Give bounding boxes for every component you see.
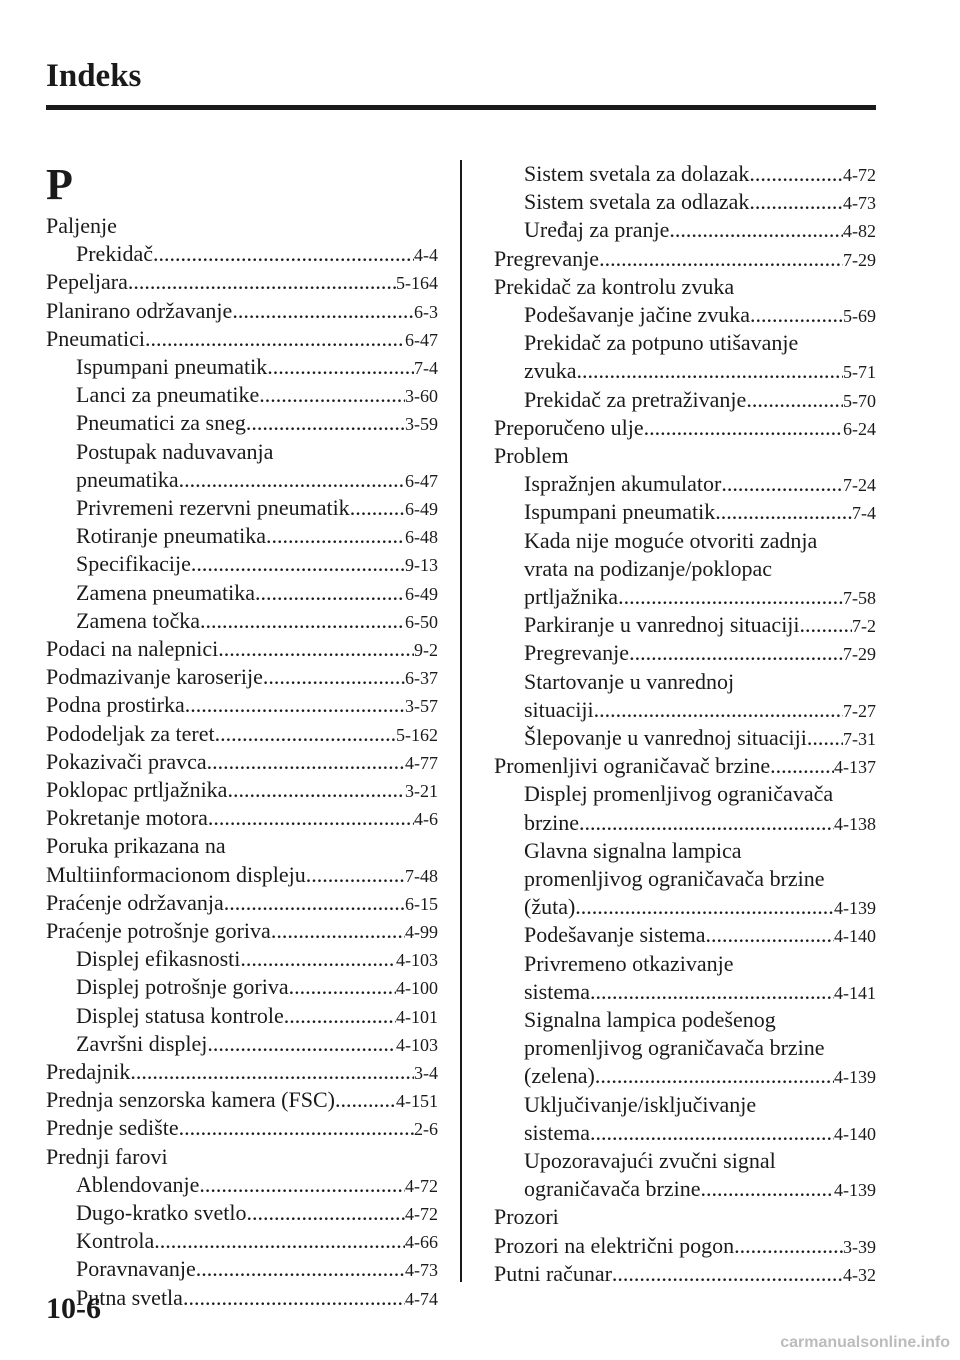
index-entry <box>524 1062 876 1091</box>
index-entry-page: 6-49 <box>405 499 438 519</box>
index-entry-label: Displej promenljivog ograničavača <box>524 781 834 807</box>
leader-dots <box>128 268 396 296</box>
index-entry <box>76 579 438 608</box>
index-entry <box>524 527 876 555</box>
index-entry <box>524 724 876 753</box>
leader-dots <box>715 498 852 526</box>
index-entry-label: Ispražnjen akumulator <box>524 471 722 497</box>
index-entry-page: 5-162 <box>396 724 438 745</box>
leader-dots <box>618 583 843 611</box>
leader-dots <box>590 1119 834 1147</box>
index-entry-label: sistema <box>524 1119 590 1145</box>
index-entry-page: 9-13 <box>405 555 438 576</box>
index-entry-page: 4-141 <box>834 982 876 1003</box>
index-entry-label: Parkiranje u vanrednoj situaciji <box>524 612 800 638</box>
index-entry <box>524 639 876 668</box>
index-entry <box>46 297 438 326</box>
index-entry-page: 4-73 <box>843 193 876 214</box>
index-entry <box>524 1034 876 1062</box>
leader-dots <box>153 240 414 268</box>
leader-dots <box>232 297 414 325</box>
index-entry-page: 3-21 <box>405 781 438 801</box>
index-entry <box>494 752 876 781</box>
index-entry <box>494 1203 876 1231</box>
leader-dots <box>746 386 843 414</box>
index-entry-page: 7-58 <box>843 588 876 608</box>
index-entry-label: Pokretanje motora <box>46 805 208 831</box>
leader-dots <box>644 414 843 442</box>
index-entry-page: 4-32 <box>843 1264 876 1285</box>
index-entry-page: 7-31 <box>843 729 876 749</box>
index-entry-page: 4-151 <box>396 1091 438 1112</box>
index-entry <box>46 889 438 918</box>
leader-dots <box>289 973 396 1001</box>
leader-dots <box>770 752 834 780</box>
index-entry <box>76 1255 438 1284</box>
leader-dots <box>191 550 405 578</box>
index-entry-label: Displej efikasnosti <box>76 946 241 972</box>
index-entry <box>46 804 438 833</box>
leader-dots <box>130 1058 414 1086</box>
leader-dots <box>224 889 405 917</box>
leader-dots <box>590 978 834 1006</box>
index-entry <box>76 1284 438 1313</box>
index-entry-label: Podešavanje jačine zvuka <box>524 302 751 327</box>
index-entry-label: Podaci na nalepnici <box>46 636 219 661</box>
index-entry-label: Poruka prikazana na <box>46 833 226 859</box>
leader-dots <box>749 160 843 188</box>
index-entry-label: ograničavača brzine <box>524 1176 701 1202</box>
index-entry <box>524 921 876 950</box>
index-entry <box>46 691 438 720</box>
index-entry <box>46 917 438 946</box>
index-entry-page: 4-103 <box>396 950 438 971</box>
index-entry <box>524 1147 876 1175</box>
index-entry-label: Sistem svetala za odlazak <box>524 189 750 215</box>
index-entry-page: 6-47 <box>405 329 438 350</box>
leader-dots <box>183 1284 405 1312</box>
leader-dots <box>595 1062 834 1090</box>
index-entry-label: Rotiranje pneumatika <box>76 523 266 549</box>
index-entry-page: 7-27 <box>843 700 876 721</box>
leader-dots <box>215 720 396 748</box>
index-entry <box>46 832 438 860</box>
index-entry-page: 4-139 <box>834 1067 876 1088</box>
index-entry-label: Prednja senzorska kamera (FSC) <box>46 1087 335 1113</box>
index-entry-page: 6-15 <box>405 893 438 914</box>
index-entry-page: 4-137 <box>834 757 876 778</box>
index-entry <box>76 438 438 466</box>
index-entry-page: 7-4 <box>414 358 438 378</box>
index-entry-label: promenljivog ograničavača brzine <box>524 1035 825 1061</box>
index-entry-page: 4-73 <box>405 1260 438 1281</box>
page-number: 10-6 <box>46 1292 101 1325</box>
index-entry <box>524 1006 876 1034</box>
index-entry-label: Pododeljak za teret <box>46 720 215 746</box>
index-entry-label: Poravnavanje <box>76 1256 196 1282</box>
index-entry-label: Signalna lampica podešenog <box>524 1007 776 1032</box>
index-entry-page: 4-72 <box>843 165 876 185</box>
index-entry <box>524 950 876 978</box>
index-entry-label: Pregrevanje <box>494 245 600 271</box>
index-entry <box>524 893 876 922</box>
index-entry-page: 3-59 <box>405 414 438 435</box>
index-entry-page: 4-74 <box>405 1288 438 1309</box>
index-entry <box>46 861 438 890</box>
leader-dots <box>179 1114 414 1142</box>
index-entry-label: Ispumpani pneumatik <box>76 354 268 379</box>
leader-dots <box>705 921 834 949</box>
index-entry <box>76 1002 438 1031</box>
index-entry-label: Displej potrošnje goriva <box>76 974 289 1000</box>
index-entry-label: Paljenje <box>46 213 117 238</box>
index-entry <box>524 1175 876 1204</box>
index-entry-page: 6-24 <box>843 418 876 439</box>
index-entry <box>46 1058 438 1087</box>
index-entry-page: 5-71 <box>843 362 876 383</box>
index-entry <box>76 522 438 551</box>
index-entry-page: 4-72 <box>405 1175 438 1196</box>
index-entry <box>46 1114 438 1143</box>
index-entry <box>76 1199 438 1228</box>
leader-dots <box>800 611 852 639</box>
index-entry <box>494 1260 876 1289</box>
leader-dots <box>750 301 843 329</box>
leader-dots <box>200 607 405 635</box>
index-entry-page: 4-100 <box>396 978 438 999</box>
index-entry-label: Ispumpani pneumatik <box>524 499 716 525</box>
index-entry <box>524 555 876 583</box>
index-entry <box>46 1143 438 1171</box>
index-entry-label: Prekidač za pretraživanje <box>524 386 747 412</box>
index-entry-page: 4-140 <box>834 926 876 947</box>
index-entry-label: Uređaj za pranje <box>524 217 670 243</box>
index-entry-label: Prekidač <box>76 241 153 267</box>
index-entry-page: 4-101 <box>396 1006 438 1027</box>
index-entry <box>524 780 876 808</box>
index-entry <box>524 583 876 612</box>
page-header-title: Indeks <box>46 58 142 94</box>
column-divider <box>460 160 462 1282</box>
index-entry-label: Pneumatici <box>46 325 145 351</box>
index-entry-page: 4-138 <box>834 813 876 834</box>
index-entry-page: 4-77 <box>405 752 438 773</box>
index-entry-label: situaciji <box>524 696 594 722</box>
index-entry <box>524 357 876 386</box>
index-entry-label: Promenljivi ograničavač brzine <box>494 753 771 779</box>
leader-dots <box>179 466 405 494</box>
index-entry-label: promenljivog ograničavača brzine <box>524 866 825 891</box>
index-entry-label: Pokazivači pravca <box>46 748 207 774</box>
watermark: carmanualsonline.info <box>780 1334 950 1351</box>
index-entry-label: sistema <box>524 978 590 1004</box>
index-entry-label: Preporučeno ulje <box>494 414 644 440</box>
leader-dots <box>199 1171 405 1199</box>
index-entry-label: Praćenje održavanja <box>46 889 224 915</box>
index-entry-label: prtljažnika <box>524 584 619 609</box>
index-entry-label: Uključivanje/isključivanje <box>524 1091 757 1117</box>
index-entry-page: 7-29 <box>843 249 876 270</box>
leader-dots <box>240 945 396 973</box>
leader-dots <box>154 1227 405 1255</box>
index-entry-page: 7-24 <box>843 475 876 496</box>
leader-dots <box>594 696 843 724</box>
index-entry <box>46 720 438 749</box>
index-entry-page: 3-4 <box>414 1063 438 1083</box>
index-entry <box>46 212 438 240</box>
leader-dots <box>629 639 843 667</box>
index-entry-label: Zamena točka <box>76 607 200 633</box>
index-entry-label: Startovanje u vanrednoj <box>524 668 735 694</box>
index-entry-page: 9-2 <box>414 640 438 660</box>
index-entry-page: 3-39 <box>843 1236 876 1257</box>
index-entry-label: Multiinformacionom displeju <box>46 861 306 887</box>
index-entry-page: 3-60 <box>405 386 438 407</box>
index-entry <box>76 494 438 523</box>
leader-dots <box>577 357 843 385</box>
leader-dots <box>575 893 834 921</box>
index-entry-label: Prekidač za kontrolu zvuka <box>494 273 735 299</box>
index-entry <box>46 1086 438 1115</box>
index-entry-label: Pneumatici za sneg <box>76 410 246 436</box>
leader-dots <box>255 579 405 607</box>
index-entry-label: vrata na podizanje/poklopac <box>524 555 773 581</box>
index-entry-page: 6-50 <box>405 611 438 632</box>
index-entry-label: Praćenje potrošnje goriva <box>46 918 271 943</box>
leader-dots <box>263 663 405 691</box>
index-entry <box>76 353 438 382</box>
index-entry <box>76 1171 438 1200</box>
index-entry-label: Planirano održavanje <box>46 297 233 323</box>
index-entry <box>524 160 876 189</box>
leader-dots <box>749 188 843 216</box>
index-entry-label: Prozori <box>494 1204 559 1230</box>
index-entry-label: Specifikacije <box>76 551 191 577</box>
leader-dots <box>306 861 405 889</box>
index-entry <box>76 381 438 410</box>
leader-dots <box>335 1086 396 1114</box>
leader-dots <box>246 1199 405 1227</box>
index-entry-label: Prozori na električni pogon <box>494 1232 735 1258</box>
index-entry <box>524 1091 876 1119</box>
index-entry <box>524 329 876 357</box>
index-entry-label: Problem <box>494 443 569 468</box>
index-entry-label: zvuka <box>524 358 577 384</box>
index-entry-label: Pepeljara <box>46 269 128 295</box>
index-entry-label: Poklopac prtljažnika <box>46 777 228 802</box>
index-entry-page: 7-48 <box>405 865 438 886</box>
index-entry-label: Prednje sedište <box>46 1115 179 1141</box>
index-entry <box>524 386 876 415</box>
header-rule <box>46 105 876 110</box>
index-entry-label: Displej statusa kontrole <box>76 1002 284 1028</box>
index-entry-page: 4-66 <box>405 1232 438 1253</box>
index-entry-page: 4-4 <box>414 245 438 266</box>
leader-dots <box>599 245 843 273</box>
index-entry-page: 7-29 <box>843 644 876 665</box>
leader-dots <box>207 748 405 776</box>
index-entry <box>524 611 876 640</box>
index-entry <box>76 1030 438 1059</box>
index-entry <box>46 268 438 297</box>
index-entry <box>494 273 876 301</box>
index-entry-label: Šlepovanje u vanrednoj situaciji <box>524 725 807 750</box>
index-entry-label: Postupak naduvavanja <box>76 438 274 464</box>
index-entry-label: Upozoravajući zvučni signal <box>524 1148 776 1173</box>
index-entry <box>524 809 876 838</box>
leader-dots <box>227 776 405 804</box>
index-entry-label: Podna prostirka <box>46 692 185 718</box>
leader-dots <box>246 409 405 437</box>
leader-dots <box>807 724 843 752</box>
leader-dots <box>185 691 405 719</box>
leader-dots <box>284 1002 396 1030</box>
index-entry <box>76 945 438 974</box>
index-entry-label: Kontrola <box>76 1228 155 1254</box>
index-entry <box>46 776 438 805</box>
index-entry-label: Prekidač za potpuno utišavanje <box>524 330 799 356</box>
index-entry <box>524 837 876 865</box>
index-entry <box>524 865 876 893</box>
index-entry <box>46 748 438 777</box>
index-entry-page: 2-6 <box>414 1119 438 1140</box>
index-entry <box>46 325 438 354</box>
index-entry-label: Privremeni rezervni pneumatik <box>76 495 350 520</box>
index-entry-label: Završni displej <box>76 1030 208 1056</box>
index-entry-page: 7-2 <box>852 616 876 637</box>
index-entry <box>524 188 876 217</box>
index-entry-label: Prednji farovi <box>46 1143 168 1169</box>
index-entry <box>76 1227 438 1256</box>
index-entry-label: Lanci za pneumatike <box>76 382 260 408</box>
index-entry-label: Zamena pneumatika <box>76 579 255 605</box>
index-entry <box>494 414 876 443</box>
index-entry-page: 4-103 <box>396 1034 438 1055</box>
index-entry-page: 4-82 <box>843 221 876 242</box>
index-entry-label: Glavna signalna lampica <box>524 837 742 863</box>
index-entry <box>524 301 876 330</box>
index-entry-label: Podešavanje sistema <box>524 922 706 948</box>
index-entry-label: Putna svetla <box>76 1284 183 1310</box>
index-entry <box>46 635 438 664</box>
index-entry-page: 4-6 <box>414 809 438 830</box>
index-entry-page: 5-70 <box>843 390 876 411</box>
index-entry <box>524 216 876 245</box>
leader-dots <box>271 917 405 945</box>
index-entry-page: 4-72 <box>405 1204 438 1224</box>
index-entry-label: Privremeno otkazivanje <box>524 950 734 976</box>
index-entry-page: 4-139 <box>834 1180 876 1201</box>
leader-dots <box>701 1175 835 1203</box>
index-entry <box>524 1119 876 1148</box>
index-entry <box>76 607 438 636</box>
leader-dots <box>218 635 414 663</box>
index-entry <box>524 668 876 696</box>
index-entry-page: 6-47 <box>405 470 438 491</box>
index-entry-page: 6-37 <box>405 668 438 689</box>
leader-dots <box>267 353 414 381</box>
index-entry <box>76 550 438 579</box>
index-entry <box>76 466 438 495</box>
index-entry-label: Pregrevanje <box>524 640 630 666</box>
index-entry <box>494 245 876 274</box>
index-entry <box>76 973 438 1002</box>
index-entry-label: Putni računar <box>494 1260 612 1286</box>
index-entry-page: 6-3 <box>414 301 438 322</box>
index-entry <box>76 240 438 269</box>
index-entry-page: 6-49 <box>405 583 438 604</box>
index-entry-page: 4-140 <box>834 1123 876 1144</box>
index-entry-label: Ablendovanje <box>76 1171 200 1197</box>
index-entry <box>76 409 438 438</box>
leader-dots <box>612 1260 843 1288</box>
index-entry <box>46 663 438 692</box>
leader-dots <box>579 809 834 837</box>
index-entry-label: Podmazivanje karoserije <box>46 664 263 690</box>
index-entry-label: (žuta) <box>524 894 576 920</box>
index-entry-page: 4-99 <box>405 922 438 942</box>
leader-dots <box>196 1255 405 1283</box>
index-entry-label: pneumatika <box>76 466 179 492</box>
index-entry-page: 7-4 <box>852 503 876 524</box>
section-letter: P <box>46 160 73 209</box>
leader-dots <box>259 381 405 409</box>
index-entry-page: 5-164 <box>396 273 438 294</box>
index-entry-page: 4-139 <box>834 898 876 919</box>
index-entry <box>494 442 876 470</box>
index-entry <box>524 470 876 499</box>
index-entry-page: 6-48 <box>405 527 438 548</box>
index-entry-label: Predajnik <box>46 1059 131 1084</box>
leader-dots <box>669 216 843 244</box>
leader-dots <box>145 325 405 353</box>
index-entry-label: brzine <box>524 809 579 835</box>
index-entry-page: 3-57 <box>405 696 438 717</box>
index-entry-label: Dugo-kratko svetlo <box>76 1200 247 1225</box>
index-entry <box>524 696 876 725</box>
leader-dots <box>734 1232 843 1260</box>
leader-dots <box>207 1030 396 1058</box>
leader-dots <box>208 804 414 832</box>
index-entry <box>524 978 876 1007</box>
leader-dots <box>721 470 843 498</box>
leader-dots <box>350 494 405 522</box>
index-entry-page: 5-69 <box>843 306 876 326</box>
index-entry-label: (zelena) <box>524 1063 595 1089</box>
index-entry-label: Sistem svetala za dolazak <box>524 161 750 186</box>
index-entry <box>524 498 876 527</box>
index-entry-label: Kada nije moguće otvoriti zadnja <box>524 527 818 553</box>
index-entry <box>494 1232 876 1261</box>
leader-dots <box>266 522 405 550</box>
